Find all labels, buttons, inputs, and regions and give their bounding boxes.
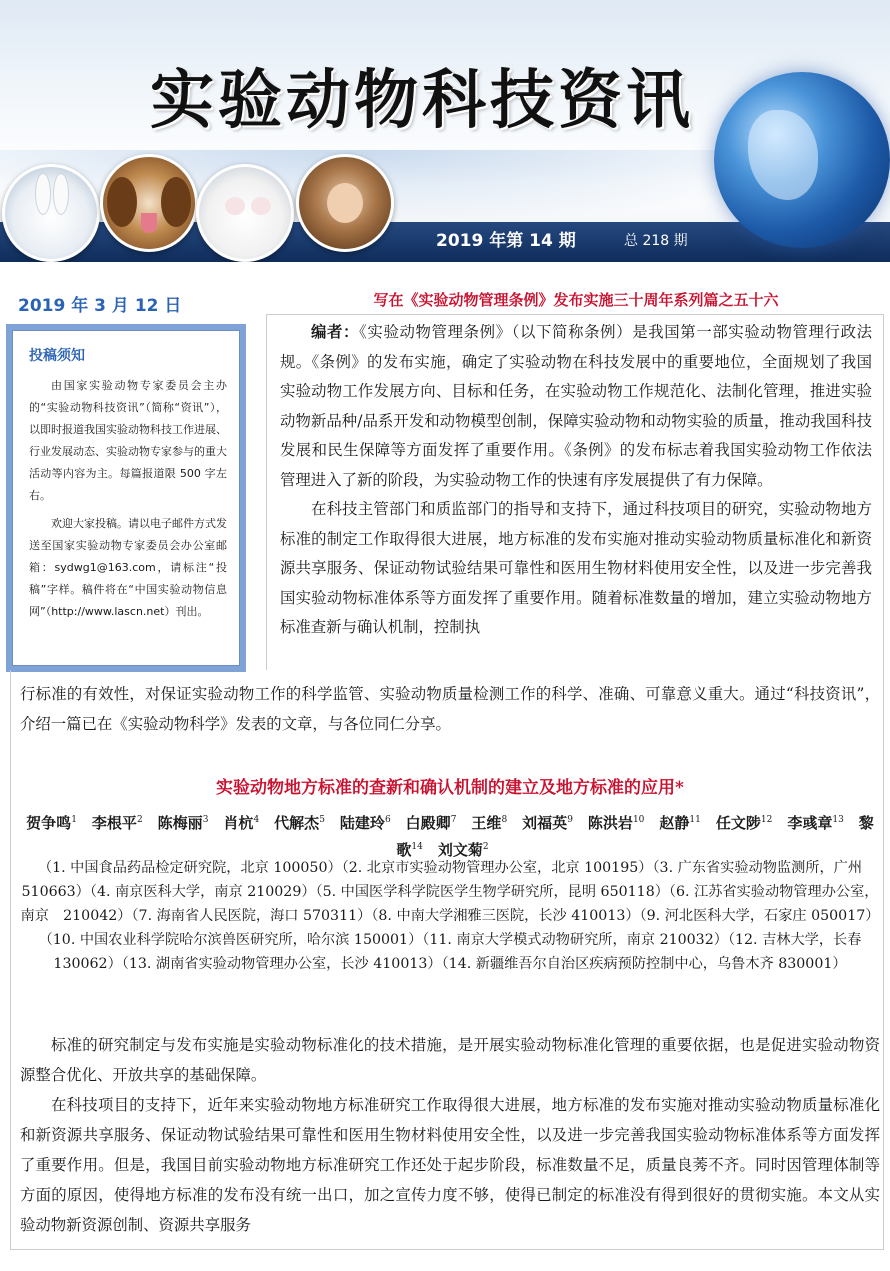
author-affiliation-index: 7: [450, 815, 457, 825]
author-affiliation-index: 12: [760, 815, 773, 825]
dog-photo: [100, 154, 198, 252]
author-affiliation-index: 2: [136, 815, 143, 825]
total-issue-number: 总 218 期: [624, 233, 688, 249]
submission-notice-inner: [12, 330, 240, 666]
issue-number: 2019 年第 14 期: [436, 231, 576, 251]
editor-note-paragraph-2: 在科技主管部门和质监部门的指导和支持下，通过科技项目的研究，实验动物地方标准的制定工作取得很大进展，地方标准的发布实施对推动实验动物质量标准化和新资源共享服务、保证动物试验结果可靠性和医用生物材料使用安全性，以及进一步完善我国实验动物标准体系等方面发挥了重要作用。随着标准数量的增加，建立实验动物地方标准查新与确认机制，控制执: [280, 500, 872, 636]
article-body: [20, 1030, 880, 1240]
author-name: 李彧章: [787, 814, 833, 832]
editor-label: 编者：: [311, 323, 360, 341]
monkey-photo: [296, 154, 394, 252]
author-list: [20, 808, 880, 862]
notice-paragraph-2: 欢迎大家投稿。请以电子邮件方式发送至国家实验动物专家委员会办公室邮箱：sydwg1@163.com，请标注“投稿”字样。稿件将在“中国实验动物信息网”（http://www.lascn.net）刊出。: [29, 517, 227, 618]
author-name: 李根平: [91, 814, 137, 832]
article-body-paragraph-2: 在科技项目的支持下，近年来实验动物地方标准研究工作取得很大进展，地方标准的发布实施对推动实验动物质量标准化和新资源共享服务、保证动物试验结果可靠性和医用生物材料使用安全性，以及进一步完善我国实验动物标准体系等方面发挥了重要作用。但是，我国目前实验动物地方标准研究工作还处于起步阶段，标准数量不足，质量良莠不齐。同时因管理体制等方面的原因，使得地方标准的发布没有统一出口，加之宣传力度不够，使得已制定的标准没有得到很好的贯彻实施。本文从实验动物新资源创制、资源共享服务: [20, 1096, 880, 1234]
article-body-paragraph-1: 标准的研究制定与发布实施是实验动物标准化的技术措施，是开展实验动物标准化管理的重要依据，也是促进实验动物资源整合优化、开放共享的基础保障。: [20, 1036, 880, 1084]
author-name: 任文陟: [715, 814, 761, 832]
header-banner: [0, 0, 890, 262]
author-affiliation-index: 9: [567, 815, 573, 825]
author-name: 肖杭: [223, 814, 254, 832]
author-affiliation-index: 13: [832, 815, 844, 825]
author-affiliation-index: 8: [501, 815, 508, 825]
author-name: 刘福英: [522, 814, 568, 832]
author-name: 陈梅丽: [157, 814, 203, 832]
author-affiliation-index: 10: [632, 815, 645, 825]
publish-date: 2019 年 3 月 12 日: [18, 296, 182, 316]
author-name: 陈洪岩: [587, 814, 633, 832]
author-name: 刘文菊: [437, 841, 483, 859]
author-name: 白殿卿: [405, 814, 451, 832]
author-name: 陆建玲: [339, 814, 385, 832]
author-affiliation-index: 1: [71, 815, 77, 825]
author-name: 代解杰: [274, 814, 320, 832]
notice-title: 投稿须知: [29, 348, 85, 364]
affiliation-list: （1. 中国食品药品检定研究院，北京 100050）（2. 北京市实验动物管理办公室，北京 100195）（3. 广东省实验动物监测所，广州 510663）（4. 南京医科大学，南京 210029）（5. 中国医学科学院医学生物学研究所，昆明 650118）（6. 江苏省实验动物管理办公室，南京 210042）（7. 海南省人民医院，海口 570311）（8. 中南大学湘雅三医院，长沙 410013）（9. 河北医科大学，石家庄 050017）（10. 中国农业科学院哈尔滨兽医研究所，哈尔滨 150001）（11. 南京大学模式动物研究所，南京 210032）（12. 吉林大学，长春 130062）（13. 湖南省实验动物管理办公室，长沙 410013）（14. 新疆维吾尔自治区疾病预防控制中心，乌鲁木齐 830001）: [20, 860, 880, 972]
author-affiliation-index: 4: [253, 815, 260, 825]
editor-note-continuation: 行标准的有效性，对保证实验动物工作的科学监管、实验动物质量检测工作的科学、准确、可靠意义重大。通过“科技资讯”，介绍一篇已在《实验动物科学》发表的文章，与各位同仁分享。: [20, 685, 880, 733]
notice-paragraph-1: 由国家实验动物专家委员会主办的“实验动物科技资讯”（简称“资讯”），以即时报道我国实验动物科技工作进展、行业发展动态、实验动物专家参与的重大活动等内容为主。每篇报道限 500 字左右。: [29, 379, 227, 502]
author-affiliation-index: 3: [202, 815, 209, 825]
mouse-photo: [196, 164, 294, 262]
author-name: 贺争鸣: [26, 814, 72, 832]
author-name: 黎歌: [396, 814, 874, 859]
series-title: 写在《实验动物管理条例》发布实施三十周年系列篇之五十六: [373, 291, 779, 309]
author-affiliation-index: 6: [384, 815, 391, 825]
author-affiliation-index: 5: [319, 815, 325, 825]
article-title: 实验动物地方标准的查新和确认机制的建立及地方标准的应用*: [216, 778, 684, 798]
submission-notice-box: [6, 324, 246, 672]
editor-note-paragraph-1-text: 《实验动物管理条例》（以下简称条例）是我国第一部实验动物管理行政法规。《条例》的发布实施，确定了实验动物在科技发展中的重要地位，全面规划了我国实验动物工作发展方向、目标和任务，在实验动物工作规范化、法制化管理，推进实验动物新品种/品系开发和动物模型创制，保障实验动物和动物实验的质量，推动我国科技发展和民生保障等方面发挥了重要作用。《条例》的发布标志着我国实验动物工作依法管理进入了新的阶段，为实验动物工作的快速有序发展提供了有力保障。: [280, 323, 872, 489]
editor-note: [280, 318, 872, 643]
rabbit-photo: [2, 164, 100, 262]
author-name: 王维: [471, 814, 502, 832]
newsletter-title: 实验动物科技资讯: [150, 64, 694, 138]
author-affiliation-index: 14: [411, 842, 423, 852]
author-affiliation-index: 11: [689, 815, 701, 825]
editor-note-paragraph-1: [280, 318, 872, 495]
author-affiliation-index: 2: [482, 842, 489, 852]
author-name: 赵静: [659, 814, 690, 832]
